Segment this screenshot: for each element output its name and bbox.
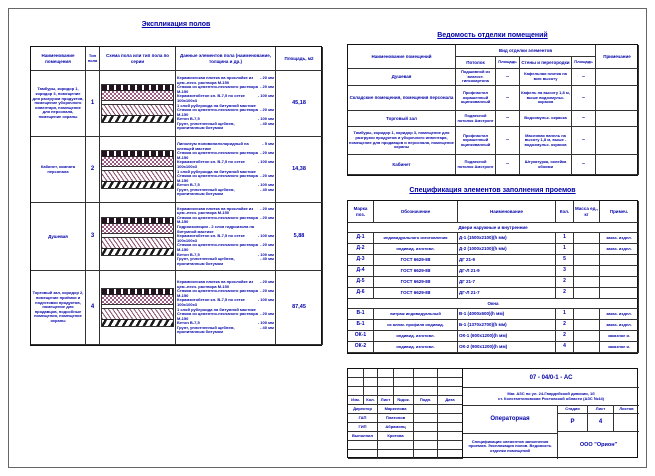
sign-signature: [414, 423, 438, 432]
layer-name: Стяжка из цементно-песчаного раствора М-150: [177, 173, 258, 183]
col-header-area1: Площадь: [496, 57, 520, 69]
col-header-mark: Марка поз.: [348, 201, 374, 223]
layer-thickness: - 40 мм: [260, 120, 274, 126]
mass-cell: [574, 331, 600, 342]
sign-date: [438, 414, 463, 423]
floor-type-number: 3: [86, 203, 100, 271]
qty-cell: 1: [556, 233, 574, 244]
layer-thickness: - 20 мм: [260, 74, 274, 80]
sign-signature: [414, 405, 438, 414]
qty-cell: 4: [556, 342, 574, 353]
note-cell: [596, 155, 639, 175]
finishing-table: [347, 44, 638, 176]
mass-cell: [574, 277, 600, 288]
room-name: Душевая: [31, 203, 86, 271]
note-cell: [600, 277, 639, 288]
layer-name: Грунт, уплотненный щебнем, пропитанным битумом: [177, 256, 235, 266]
designation-cell: ГОСТ 6629-88: [374, 288, 458, 299]
floor-scheme-drawing: [101, 84, 174, 123]
room-name: Тамбуры, коридор 1, коридор 3, помещение для разгрузки продуктов, помещение уборочного инвентаря, помещение для персонала, помещение охраны: [31, 71, 86, 137]
room-name: Складские помещения, помещения персонала: [348, 86, 456, 111]
name-cell: Д-1 (1500х2100)(h мм): [458, 233, 556, 244]
floor-layer: [177, 257, 274, 266]
mass-cell: [574, 255, 600, 266]
ceiling-area: –: [496, 155, 520, 175]
sheet-description: Спецификация элементов заполнения проемов. Экспликация полов. Ведомость отделки помещений: [463, 433, 557, 459]
col-header-qty: Кол.: [556, 201, 574, 223]
layer-thickness: - 100 мм: [257, 320, 274, 326]
layer-name: Керамическая плитка на прослойке из цем.-песч. раствора М-150: [177, 278, 254, 289]
document-code: 07 - 04/0-1 - АС: [529, 374, 573, 381]
walls-finish: Масляная панель на высоту 1,8 м, выше - водоэмульс. окраска: [520, 127, 572, 155]
layer-name: 1 слой рубероида на битумной мастике: [177, 102, 256, 108]
col-header-kind: Вид отделки элементов: [456, 45, 596, 57]
layer-thickness: - 20 мм: [260, 242, 274, 248]
area-value: 14,38: [276, 137, 323, 203]
floor-type-number: 4: [86, 271, 100, 345]
title-block-main: [462, 368, 638, 458]
floors-table-title: Экспликация полов: [141, 21, 211, 28]
ceiling-finish: Профнастил окрашенный оцинкованный: [456, 86, 496, 111]
ceiling-finish: Подшивной из влагост. гипсокартона: [456, 69, 496, 86]
layer-name: Гидроизоляция - 2 слоя гидроизола на битумной мастике: [177, 224, 255, 234]
layer-thickness: - 40 мм: [260, 256, 274, 262]
layer-thickness: - 100 мм: [257, 182, 274, 188]
layer-name: Стяжка из цементно-песчаного раствора М-150: [177, 214, 258, 225]
qty-cell: 2: [556, 288, 574, 299]
mark-cell: ОК-2: [348, 342, 374, 353]
sheets-total: [613, 413, 639, 431]
layer-thickness: - 100 мм: [257, 93, 274, 99]
qty-cell: 5: [556, 255, 574, 266]
note-cell: заказ. издел.: [600, 244, 639, 255]
name-cell: ДГ 21-7: [458, 277, 556, 288]
ceiling-finish: Профнастил окрашенный оцинкованный: [456, 127, 496, 155]
ceiling-finish: Подвесной потолок Амстронг: [456, 111, 496, 127]
layer-thickness: - 20 мм: [260, 214, 274, 220]
name-cell: В-1 (4000х600)(h мм): [458, 309, 556, 320]
note-cell: [596, 69, 639, 86]
room-name: Тамбуры, коридор 1, коридор 3, помещение для разгрузки продуктов и уборочного инвентаря, помещение для продавцов и персонала, помещение охраны: [348, 127, 456, 155]
designation-cell: индивид. изготовл.: [374, 244, 458, 255]
col-header-ceiling: Потолок: [456, 57, 496, 69]
sign-role: ГАП: [348, 414, 378, 423]
col-header-note: Примеч.: [600, 201, 639, 223]
walls-area: –: [572, 86, 596, 111]
layer-name: Керамзитобетон кл. В-7,5 по сетке 100х100х3: [177, 233, 245, 243]
floor-layers: [176, 271, 276, 345]
name-cell: Д-2 (1000х2100)(h мм): [458, 244, 556, 255]
qty-cell: 2: [556, 331, 574, 342]
layer-thickness: - 20 мм: [260, 205, 274, 211]
col-header-note: Примечание: [596, 45, 639, 69]
area-value: 87,45: [276, 271, 323, 345]
note-cell: [596, 86, 639, 111]
designation-cell: ГОСТ 6629-88: [374, 277, 458, 288]
layer-thickness: - 5 мм: [262, 140, 274, 146]
name-cell: ДГ-Л 21-7: [458, 288, 556, 299]
col-header-name: Наименование: [458, 201, 556, 223]
sheets-label: Листов: [613, 405, 639, 413]
layer-name: Керамическая плитка на прослойке из цем.-песч. раствора М-150: [177, 74, 254, 85]
sign-name: Кротова: [378, 432, 414, 441]
layer-thickness: - 100 мм: [257, 297, 274, 303]
mark-cell: Б-1: [348, 320, 374, 331]
note-cell: [596, 111, 639, 127]
sheet-number: 4: [587, 413, 613, 431]
spec-table-title: Спецификация элементов заполнения проемов: [409, 187, 576, 194]
mark-cell: Д-4: [348, 266, 374, 277]
name-cell: ДГ 21-9: [458, 255, 556, 266]
layer-thickness: - 100 мм: [257, 251, 274, 257]
mass-cell: [574, 233, 600, 244]
sign-signature: [414, 432, 438, 441]
mark-cell: Д-2: [348, 244, 374, 255]
layer-name: Стяжка из цементно-песчаного раствора М-150: [177, 288, 258, 298]
spec-table: [347, 200, 638, 354]
note-cell: заказное и.: [600, 331, 639, 342]
col-header-area: Площадь, м2: [276, 47, 323, 71]
sign-name: Платонов: [378, 414, 414, 423]
designation-cell: из алюм. профиля индивид.: [374, 320, 458, 331]
tb-col-data: Дата: [438, 396, 463, 405]
sign-signature: [414, 414, 438, 423]
floor-type-number: 2: [86, 137, 100, 203]
note-cell: заказ. издел.: [600, 309, 639, 320]
layer-name: Керамзитобетон кл. В-7,5 по сетке 100х100х3: [177, 93, 245, 103]
floors-table: [30, 46, 322, 346]
layer-name: Стяжка из цементно-песчаного раствора М-150: [177, 150, 258, 160]
walls-finish: Водоэмульс. окраска: [520, 111, 572, 127]
layer-thickness: - 20 мм: [260, 278, 274, 284]
floor-scheme-drawing: [101, 288, 174, 327]
tb-col-list: Лист: [378, 396, 394, 405]
layer-name: Грунт, уплотненный щебнем, пропитанным битумом: [177, 324, 235, 335]
tb-col-doc: №док.: [394, 396, 414, 405]
mark-cell: ОК-1: [348, 331, 374, 342]
floor-layer: [177, 326, 274, 335]
name-cell: Б-1 (1370х2700)(h мм): [458, 320, 556, 331]
finishing-table-title: Ведомость отделки помещений: [437, 32, 548, 39]
room-name: Кабинет: [348, 155, 456, 175]
walls-finish: Кафель на высоту 1,8 м, выше водоэмульс. окраска: [520, 86, 572, 111]
designation-cell: индивид. изготовл.: [374, 342, 458, 353]
stage-label: Стадия: [557, 405, 587, 413]
mark-cell: Д-3: [348, 255, 374, 266]
layer-name: Стяжка из цементно-песчаного раствора М-150: [177, 107, 258, 117]
col-header-designation: Обозначение: [374, 201, 458, 223]
tb-col-kol: Кол.: [364, 396, 378, 405]
sign-role: ГИП: [348, 423, 378, 432]
layer-thickness: - 40 мм: [260, 324, 274, 330]
object-name: [463, 387, 639, 405]
floor-scheme-drawing: [101, 217, 174, 256]
layer-thickness: - 100 мм: [257, 116, 274, 122]
layer-name: Бетон В-7,5: [177, 320, 200, 326]
mark-cell: Д-6: [348, 288, 374, 299]
qty-cell: 2: [556, 320, 574, 331]
note-cell: [600, 266, 639, 277]
floor-layers: [176, 71, 276, 137]
designation-cell: витраж индивидуальный: [374, 309, 458, 320]
mass-cell: [574, 342, 600, 353]
col-header-walls: Стены и перегородки: [520, 57, 572, 69]
layer-thickness: - 20 мм: [260, 173, 274, 179]
floor-scheme-cell: [100, 137, 176, 203]
qty-cell: 1: [556, 244, 574, 255]
sign-date: [438, 423, 463, 432]
sign-name: Абрамянц: [378, 423, 414, 432]
sign-name: Маркелова: [378, 405, 414, 414]
layer-thickness: - 20 мм: [260, 107, 274, 113]
mark-cell: В-1: [348, 309, 374, 320]
floor-layer: [177, 188, 274, 197]
name-cell: ДГ-Л 21-9: [458, 266, 556, 277]
sign-date: [438, 405, 463, 414]
col-header-mass: Масса ед., кг: [574, 201, 600, 223]
sheet-label: Лист: [587, 405, 613, 413]
room-name: Душевая: [348, 69, 456, 86]
col-header-scheme: Схема пола или тип пола по серии: [100, 47, 176, 71]
company-name: ООО "Орион": [557, 431, 639, 459]
area-value: 5,88: [276, 203, 323, 271]
sign-role: Директор: [348, 405, 378, 414]
mark-cell: Д-1: [348, 233, 374, 244]
note-cell: [596, 127, 639, 155]
layer-name: Керамзитобетон кл. В-7,5 по сетке 100х100х3: [177, 159, 245, 169]
walls-area: –: [572, 111, 596, 127]
note-cell: [600, 255, 639, 266]
layer-name: Стяжка из цементно-песчаного раствора М-150: [177, 311, 258, 321]
floor-layer: [177, 122, 274, 131]
title-block-signatures: [347, 368, 462, 458]
layer-thickness: - 40 мм: [260, 186, 274, 192]
ceiling-area: –: [496, 86, 520, 111]
section-header-windows: Окна: [348, 299, 639, 309]
mass-cell: [574, 309, 600, 320]
object-name-line2: ст. Константиновская Ростовской области (АЗС №44): [498, 395, 604, 401]
layer-name: Стяжка из цементно-песчаного раствора М-150: [177, 242, 258, 252]
walls-area: –: [572, 127, 596, 155]
sign-date: [438, 432, 463, 441]
ceiling-finish: Подвесной потолок Амстронг: [456, 155, 496, 175]
walls-finish: Кафельная плитка на всю высоту: [520, 69, 572, 86]
designation-cell: ГОСТ 6629-88: [374, 266, 458, 277]
layer-thickness: - 20 мм: [260, 288, 274, 294]
floor-layers: [176, 137, 276, 203]
mass-cell: [574, 320, 600, 331]
mass-cell: [574, 266, 600, 277]
note-cell: заказное и.: [600, 342, 639, 353]
mass-cell: [574, 244, 600, 255]
layer-name: Стяжка из цементно-песчаного раствора М-150: [177, 84, 258, 94]
stage-value: Р: [557, 413, 587, 431]
designation-cell: индивид. изготовл.: [374, 331, 458, 342]
layer-thickness: - 20 мм: [260, 311, 274, 317]
layer-name: Керамическая плитка на прослойке из цем.-песч. раствора М-150: [177, 205, 254, 216]
mark-cell: Д-5: [348, 277, 374, 288]
ceiling-area: –: [496, 69, 520, 86]
col-header-floor-type: Тип пола: [86, 47, 100, 71]
walls-area: –: [572, 155, 596, 175]
layer-thickness: - 100 мм: [257, 159, 274, 165]
designation-cell: ГОСТ 6629-88: [374, 255, 458, 266]
tb-col-izm: Изм.: [348, 396, 364, 405]
building-name: Операторная: [463, 405, 557, 433]
note-cell: [600, 288, 639, 299]
layer-name: Линолеум поливинилхлоридный на клеящей мастике: [177, 140, 249, 151]
note-cell: заказ. издел.: [600, 233, 639, 244]
note-cell: заказ. издел.: [600, 320, 639, 331]
room-name: Торговый зал: [348, 111, 456, 127]
room-name: Кабинет, комната персонала: [31, 137, 86, 203]
sign-role: Выполнил: [348, 432, 378, 441]
name-cell: ОК-2 (900х1200)(h мм): [458, 342, 556, 353]
layer-name: Бетон В-7,5: [177, 182, 200, 188]
ceiling-area: –: [496, 111, 520, 127]
floor-scheme-cell: [100, 203, 176, 271]
col-header-data: Данные элементов пола (наименование, толщина и др.): [176, 47, 276, 71]
qty-cell: 3: [556, 266, 574, 277]
walls-area: –: [572, 69, 596, 86]
layer-name: Керамзитобетон кл. В-7,5 по сетке 100х100х3: [177, 297, 245, 307]
col-header-room: Наименование помещения: [31, 47, 86, 71]
layer-name: Грунт, уплотненный щебнем, пропитанным битумом: [177, 186, 235, 197]
floor-scheme-drawing: [101, 150, 174, 189]
name-cell: ОК-1 (600х1200)(h мм): [458, 331, 556, 342]
area-value: 45,18: [276, 71, 323, 137]
layer-thickness: - 100 мм: [257, 233, 274, 239]
mass-cell: [574, 288, 600, 299]
designation-cell: индивидуального изготовления: [374, 233, 458, 244]
layer-name: 1 слой рубероида на битумной мастике: [177, 306, 256, 312]
tb-col-podp: Подп.: [414, 396, 438, 405]
qty-cell: 1: [556, 309, 574, 320]
layer-name: Грунт, уплотненный щебнем, пропитанным битумом: [177, 120, 235, 131]
ceiling-area: –: [496, 127, 520, 155]
layer-name: 1 слой рубероида на битумной мастике: [177, 168, 256, 174]
floor-layers: [176, 203, 276, 271]
layer-thickness: - 20 мм: [260, 84, 274, 90]
room-name: Торговый зал, коридор 2, помещение приёмки и подготовки продуктов, помещение для продавцов, подсобные помещения, помещение охраны: [31, 271, 86, 345]
floor-type-number: 1: [86, 71, 100, 137]
col-header-room: Наименование помещений: [348, 45, 456, 69]
layer-name: Бетон В-7,5: [177, 116, 200, 122]
floor-scheme-cell: [100, 71, 176, 137]
walls-finish: Штукатурка, оклейка обоями: [520, 155, 572, 175]
floor-scheme-cell: [100, 271, 176, 345]
object-name-line1: Маг. АЗС по ул. 24-Гвардейской дивизии, 1б: [507, 390, 595, 396]
col-header-area2: Площадь: [572, 57, 596, 69]
section-header-doors: Двери наружные и внутренние: [348, 223, 639, 233]
layer-name: Бетон В-7,5: [177, 251, 200, 257]
qty-cell: 2: [556, 277, 574, 288]
layer-thickness: - 20 мм: [260, 150, 274, 156]
